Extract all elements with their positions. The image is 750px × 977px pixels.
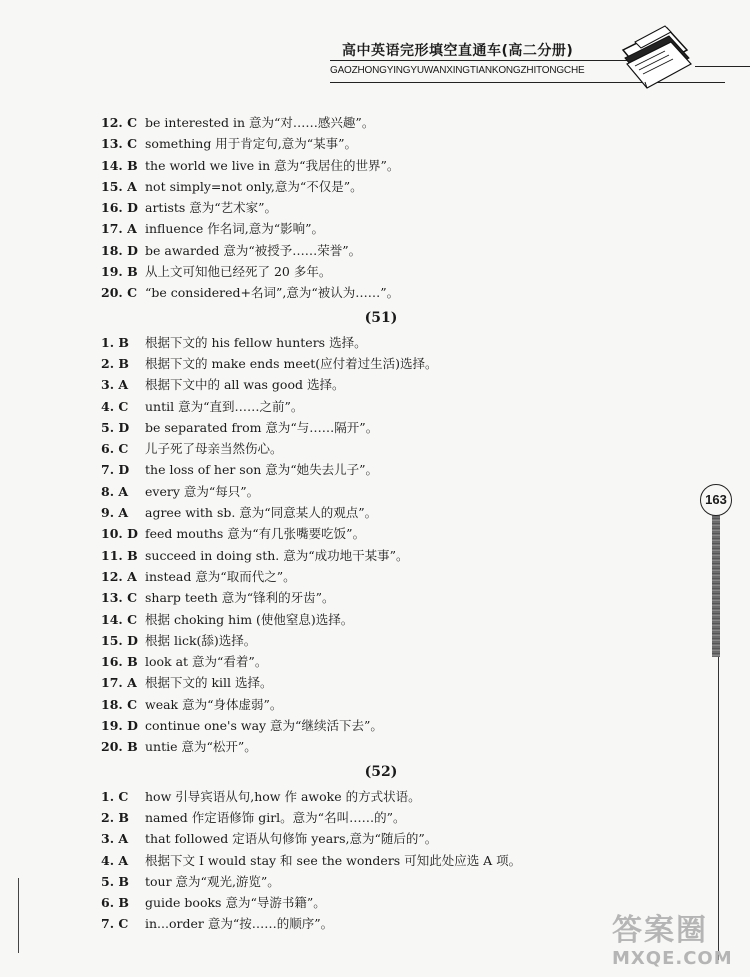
answer-number: 10. D bbox=[101, 526, 138, 542]
answer-item bbox=[101, 630, 661, 651]
answer-number: 12. C bbox=[101, 115, 138, 130]
answer-explanation: 儿子死了母亲当然伤心。 bbox=[145, 441, 283, 457]
answer-item bbox=[101, 197, 661, 218]
answer-list bbox=[101, 112, 661, 935]
answer-number: 13. C bbox=[101, 136, 138, 152]
answer-item bbox=[101, 176, 661, 197]
answer-explanation: that followed 定语从句修饰 years,意为“随后的”。 bbox=[145, 831, 438, 847]
answer-item bbox=[101, 133, 661, 154]
answer-item bbox=[101, 261, 661, 282]
answer-number: 16. D bbox=[101, 200, 138, 216]
answer-item bbox=[101, 332, 661, 353]
answer-explanation: in...order 意为“按……的顺序”。 bbox=[145, 916, 334, 932]
book-pinyin-title: GAOZHONGYINGYUWANXINGTIANKONGZHITONGCHE bbox=[330, 65, 585, 76]
watermark-logo: 答案圈 bbox=[612, 913, 708, 948]
answer-item bbox=[101, 353, 661, 374]
answer-explanation: weak 意为“身体虚弱”。 bbox=[145, 696, 283, 712]
section-heading: (52) bbox=[364, 763, 398, 780]
answer-explanation: influence 作名词,意为“影响”。 bbox=[145, 221, 325, 237]
section-heading: (51) bbox=[364, 309, 398, 326]
answer-number: 2. B bbox=[101, 355, 129, 371]
answer-explanation: the loss of her son 意为“她失去儿子”。 bbox=[145, 462, 379, 478]
answer-item bbox=[101, 523, 661, 544]
answer-number: 6. B bbox=[101, 895, 129, 911]
answer-item bbox=[101, 694, 661, 715]
answer-item bbox=[101, 417, 661, 438]
answer-explanation: guide books 意为“导游书籍”。 bbox=[145, 895, 326, 911]
page-number: 163 bbox=[700, 484, 732, 516]
answer-item bbox=[101, 502, 661, 523]
answer-number: 3. A bbox=[101, 377, 129, 393]
answer-number: 14. C bbox=[101, 611, 138, 627]
answer-number: 3. A bbox=[101, 831, 129, 847]
answer-explanation: continue one's way 意为“继续活下去”。 bbox=[145, 718, 383, 734]
page-header bbox=[330, 40, 750, 90]
answer-item bbox=[101, 374, 661, 395]
answer-number: 20. C bbox=[101, 285, 138, 301]
answer-item bbox=[101, 609, 661, 630]
answer-number: 1. C bbox=[101, 788, 129, 804]
answer-item bbox=[101, 807, 661, 828]
answer-item bbox=[101, 892, 661, 913]
answer-number: 11. B bbox=[101, 547, 138, 563]
answer-explanation: tour 意为“观光,游览”。 bbox=[145, 873, 280, 889]
answer-number: 8. A bbox=[101, 483, 129, 499]
answer-item bbox=[101, 913, 661, 934]
answer-number: 15. D bbox=[101, 632, 138, 648]
answer-item bbox=[101, 715, 661, 736]
answer-number: 17. A bbox=[101, 221, 137, 237]
answer-item bbox=[101, 828, 661, 849]
answer-explanation: 根据 lick(舔)选择。 bbox=[145, 632, 257, 648]
answer-item bbox=[101, 459, 661, 480]
answer-explanation: 根据 choking him (使他窒息)选择。 bbox=[145, 611, 354, 627]
answer-number: 2. B bbox=[101, 809, 129, 825]
answer-number: 19. B bbox=[101, 264, 138, 280]
answer-item bbox=[101, 282, 661, 303]
answer-number: 1. B bbox=[101, 334, 129, 350]
answer-number: 16. B bbox=[101, 654, 138, 670]
answer-explanation: 根据下文 I would stay 和 see the wonders 可知此处应选 A 项。 bbox=[145, 852, 522, 868]
answer-number: 20. B bbox=[101, 739, 138, 755]
watermark-url: MXQE.COM bbox=[612, 948, 733, 969]
answer-explanation: the world we live in 意为“我居住的世界”。 bbox=[145, 157, 400, 173]
answer-item bbox=[101, 481, 661, 502]
answer-item bbox=[101, 566, 661, 587]
answer-number: 18. D bbox=[101, 242, 138, 258]
answer-explanation: 从上文可知他已经死了 20 多年。 bbox=[145, 264, 332, 280]
answer-item bbox=[101, 545, 661, 566]
answer-explanation: 根据下文的 kill 选择。 bbox=[145, 675, 273, 691]
answer-number: 19. D bbox=[101, 718, 138, 734]
answer-explanation: something 用于肯定句,意为“某事”。 bbox=[145, 136, 358, 152]
answer-item bbox=[101, 396, 661, 417]
answer-item bbox=[101, 112, 661, 133]
margin-decoration bbox=[712, 507, 720, 657]
answer-explanation: agree with sb. 意为“同意某人的观点”。 bbox=[145, 505, 378, 521]
answer-explanation: sharp teeth 意为“锋利的牙齿”。 bbox=[145, 590, 335, 606]
answer-number: 5. D bbox=[101, 419, 130, 435]
answer-explanation: 根据下文的 make ends meet(应付着过生活)选择。 bbox=[145, 355, 438, 371]
answer-item bbox=[101, 438, 661, 459]
answer-explanation: feed mouths 意为“有几张嘴要吃饭”。 bbox=[145, 526, 366, 542]
answer-number: 6. C bbox=[101, 441, 129, 457]
answer-explanation: artists 意为“艺术家”。 bbox=[145, 200, 278, 216]
books-icon bbox=[615, 20, 695, 90]
answer-number: 17. A bbox=[101, 675, 137, 691]
answer-number: 9. A bbox=[101, 505, 129, 521]
answer-number: 7. C bbox=[101, 916, 129, 932]
answer-explanation: succeed in doing sth. 意为“成功地干某事”。 bbox=[145, 547, 409, 563]
answer-item bbox=[101, 786, 661, 807]
answer-item bbox=[101, 672, 661, 693]
answer-number: 12. A bbox=[101, 568, 137, 584]
answer-explanation: be interested in 意为“对……感兴趣”。 bbox=[145, 115, 375, 130]
answer-explanation: every 意为“每只”。 bbox=[145, 483, 260, 499]
answer-item bbox=[101, 218, 661, 239]
answer-item bbox=[101, 587, 661, 608]
margin-mark bbox=[18, 878, 19, 953]
answer-explanation: how 引导宾语从句,how 作 awoke 的方式状语。 bbox=[145, 788, 421, 804]
answer-item bbox=[101, 850, 661, 871]
answer-number: 13. C bbox=[101, 590, 138, 606]
book-title: 高中英语完形填空直通车(高二分册) bbox=[342, 43, 574, 59]
answer-number: 4. C bbox=[101, 398, 129, 414]
answer-explanation: be awarded 意为“被授予……荣誉”。 bbox=[145, 242, 362, 258]
answer-explanation: instead 意为“取而代之”。 bbox=[145, 568, 296, 584]
answer-item bbox=[101, 736, 661, 757]
answer-explanation: untie 意为“松开”。 bbox=[145, 739, 257, 755]
answer-item bbox=[101, 871, 661, 892]
answer-explanation: until 意为“直到……之前”。 bbox=[145, 398, 304, 414]
header-rule-right bbox=[695, 66, 750, 67]
header-rule bbox=[330, 60, 630, 61]
answer-number: 7. D bbox=[101, 462, 130, 478]
answer-explanation: not simply=not only,意为“不仅是”。 bbox=[145, 178, 363, 194]
answer-number: 18. C bbox=[101, 696, 138, 712]
answer-number: 15. A bbox=[101, 178, 137, 194]
answer-explanation: 根据下文的 his fellow hunters 选择。 bbox=[145, 334, 367, 350]
answer-item bbox=[101, 240, 661, 261]
answer-number: 5. B bbox=[101, 873, 129, 889]
answer-item bbox=[101, 155, 661, 176]
answer-explanation: “be considered+名词”,意为“被认为……”。 bbox=[145, 285, 400, 301]
answer-item bbox=[101, 651, 661, 672]
answer-number: 14. B bbox=[101, 157, 138, 173]
answer-explanation: look at 意为“看着”。 bbox=[145, 654, 268, 670]
answer-explanation: be separated from 意为“与……隔开”。 bbox=[145, 419, 379, 435]
answer-number: 4. A bbox=[101, 852, 129, 868]
answer-explanation: named 作定语修饰 girl。意为“名叫……的”。 bbox=[145, 809, 406, 825]
answer-explanation: 根据下文中的 all was good 选择。 bbox=[145, 377, 345, 393]
